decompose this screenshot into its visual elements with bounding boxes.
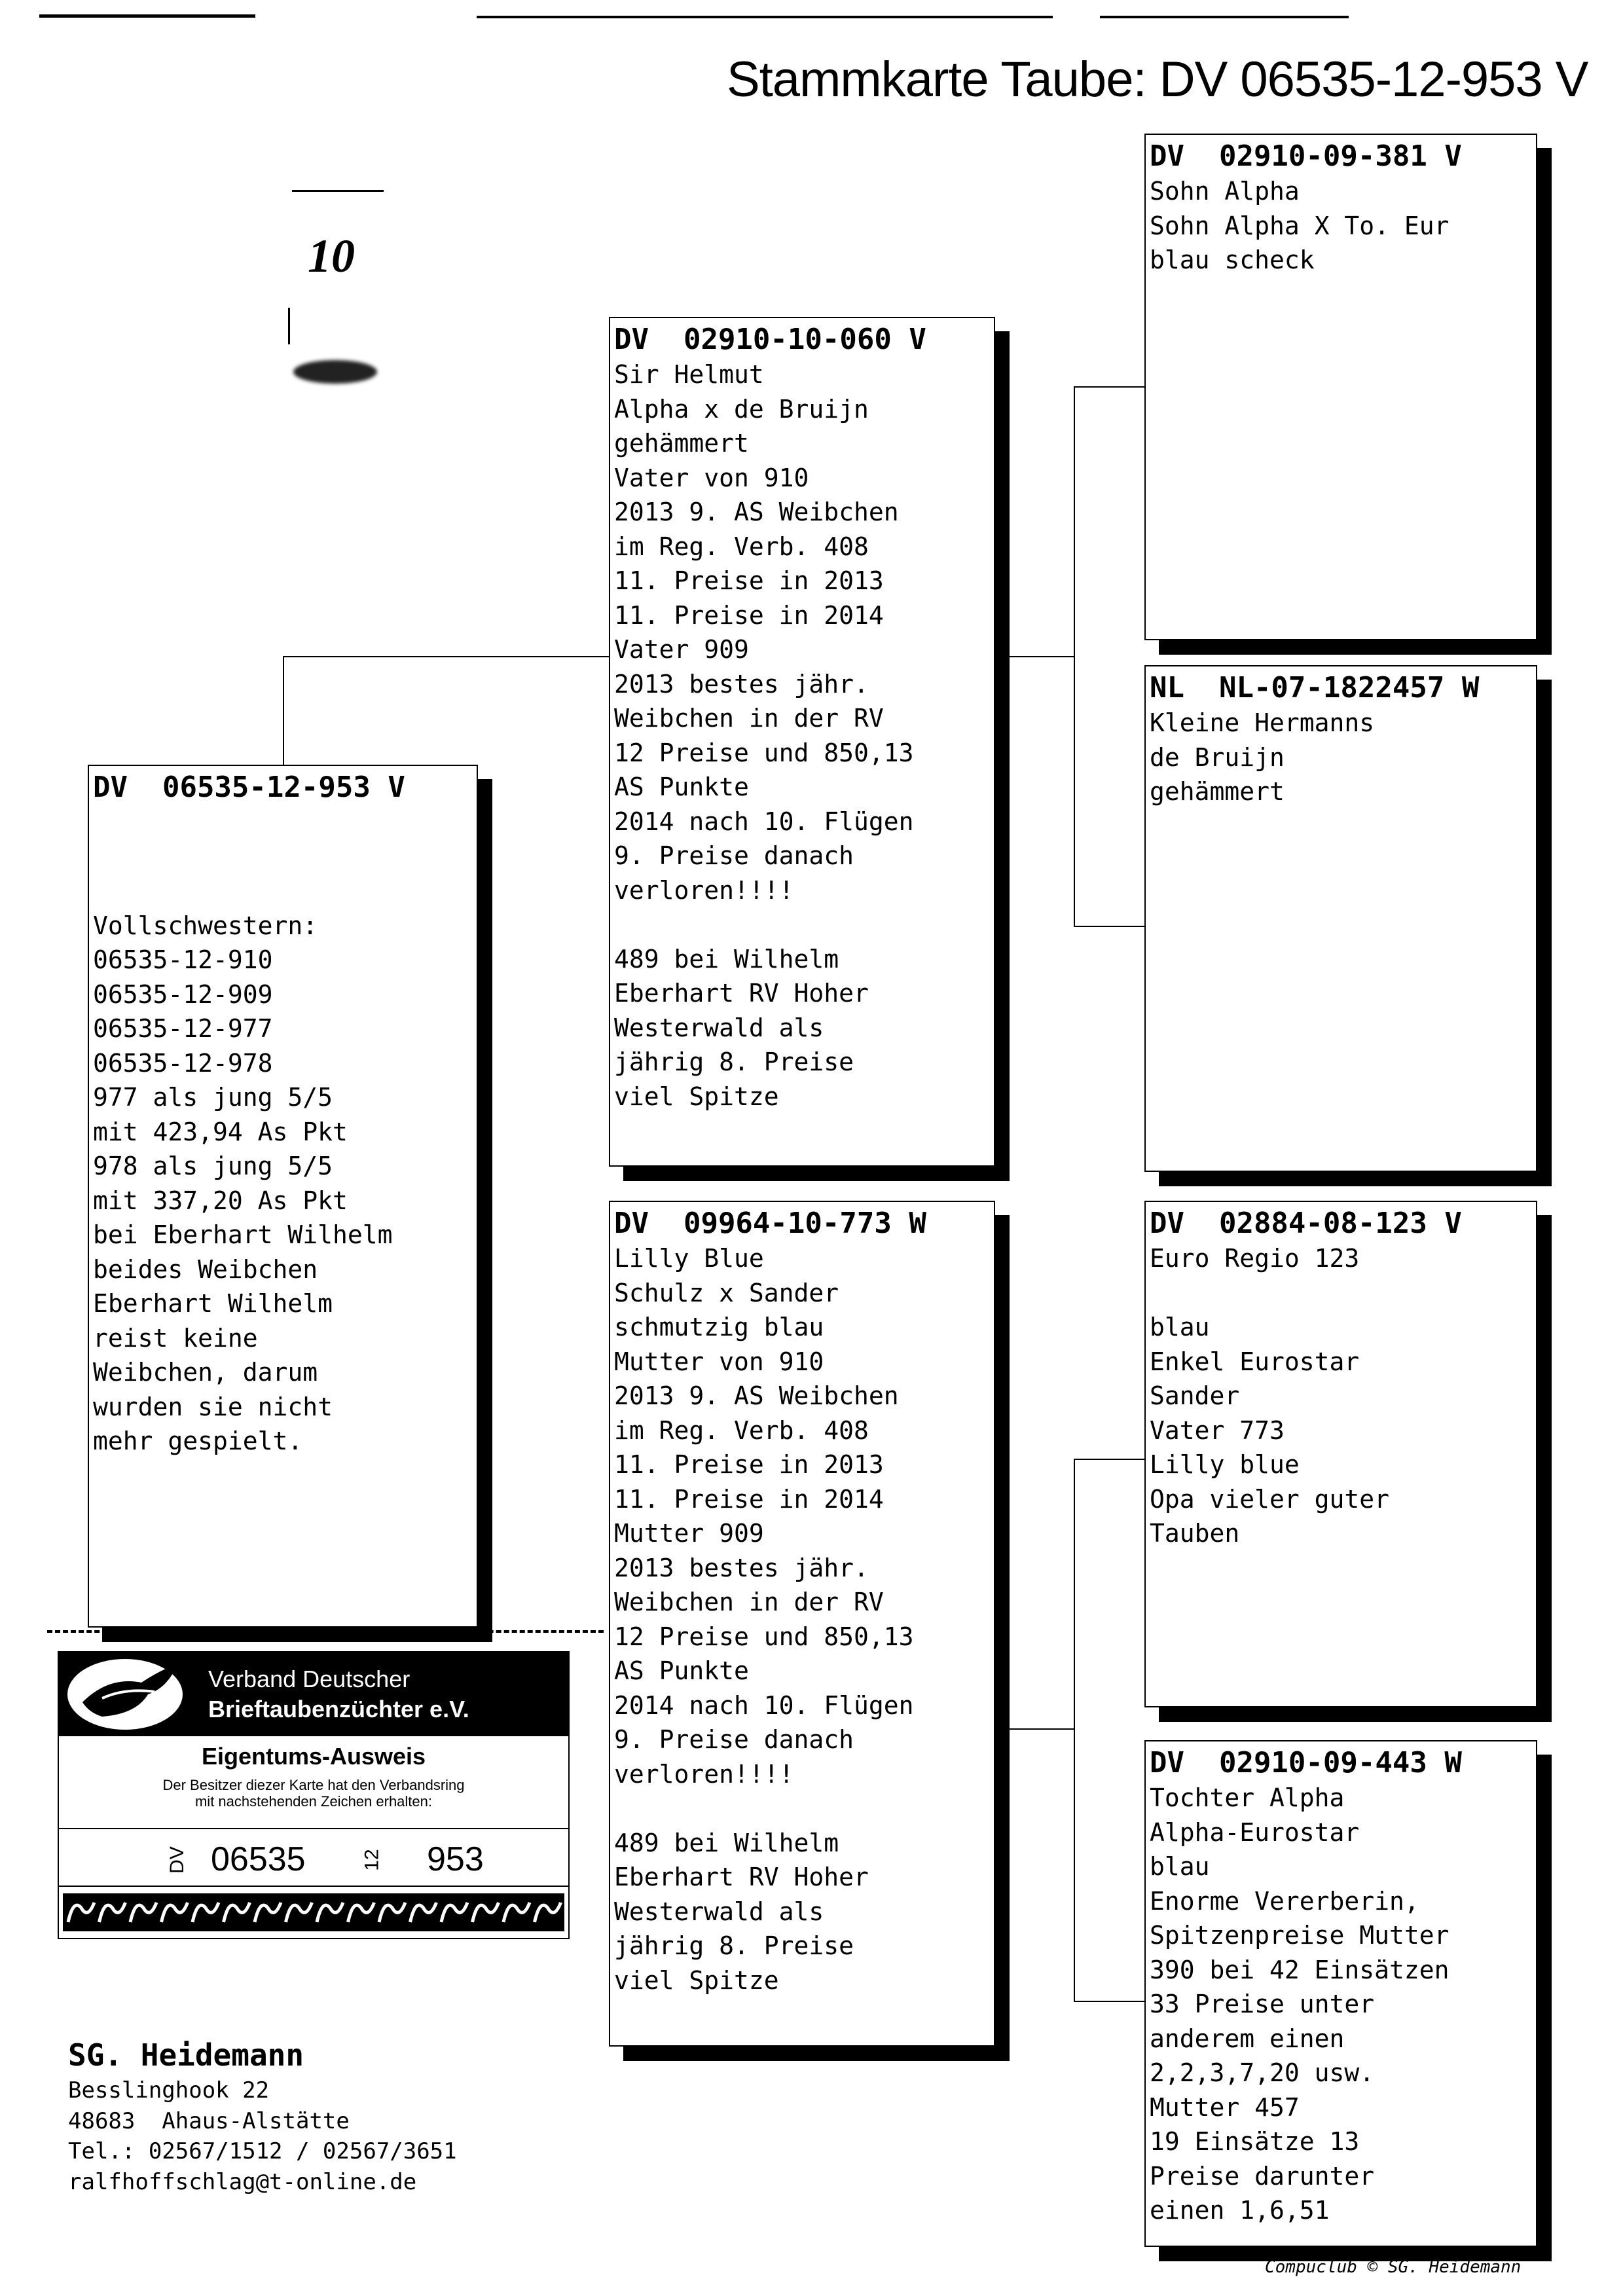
owner-phone: Tel.: 02567/1512 / 02567/3651 (68, 2138, 457, 2164)
note-line: mehr gespielt. (93, 1427, 303, 1455)
note-line: Mutter 909 (614, 1519, 764, 1548)
number-tick (288, 308, 290, 344)
note-line (614, 907, 990, 942)
ring-number: 953 (427, 1840, 484, 1878)
note-line: Tauben (1150, 1519, 1240, 1548)
note-line: 06535-12-978 (93, 1048, 273, 1078)
gm-maternal-ring: DV 02910-09-443 W (1150, 1746, 1462, 1779)
gm-maternal-box (1144, 1740, 1537, 2247)
top-rule-middle (477, 16, 1053, 18)
page-title: Stammkarte Taube: DV 06535-12-953 V (727, 52, 1588, 107)
ownership-text-line2: mit nachstehenden Zeichen erhalten: (194, 1793, 432, 1810)
gm-paternal-box (1144, 665, 1537, 1172)
connector-to-gf-maternal (1074, 1459, 1144, 1460)
connector-father-vertical (1074, 386, 1075, 927)
connector-main-to-father (283, 656, 609, 657)
note-line: Weibchen in der RV (614, 704, 884, 733)
note-line: Opa vieler guter (1150, 1484, 1390, 1514)
note-line: Alpha-Eurostar (1150, 1817, 1360, 1847)
ink-smudge (293, 360, 377, 384)
note-line: anderem einen (1150, 2024, 1345, 2053)
gf-maternal-ring: DV 02884-08-123 V (1150, 1207, 1462, 1240)
note-line: AS Punkte (614, 773, 749, 801)
note-line: viel Spitze (614, 1965, 779, 1995)
ring-year: 12 (361, 1849, 383, 1871)
note-line (93, 805, 473, 840)
owner-name: SG. Heidemann (68, 2037, 304, 2073)
note-line: schmutzig blau (614, 1313, 824, 1341)
note-line: viel Spitze (614, 1082, 779, 1111)
top-rule-left (39, 14, 255, 18)
ring-club: 06535 (211, 1840, 306, 1878)
gf-maternal-notes (1150, 1241, 1532, 1551)
note-line: Vater 773 (1150, 1415, 1285, 1445)
note-line: blau (1150, 1313, 1210, 1341)
ownership-text (59, 1777, 568, 1810)
ownership-heading: Eigentums-Ausweis (201, 1743, 426, 1770)
ring-number-row (59, 1828, 568, 1887)
owner-city: 48683 Ahaus-Alstätte (68, 2107, 350, 2134)
ring-prefix: DV (166, 1846, 188, 1874)
note-line: de Bruijn (1150, 742, 1285, 772)
note-line: mit 423,94 As Pkt (93, 1117, 348, 1146)
note-line: jährig 8. Preise (614, 1931, 854, 1960)
note-line: Enkel Eurostar (1150, 1347, 1360, 1376)
connector-to-gm-paternal (1074, 926, 1144, 927)
gm-paternal-notes (1150, 706, 1532, 809)
note-line: 11. Preise in 2013 (614, 566, 884, 595)
note-line: 2013 bestes jähr. (614, 1553, 869, 1582)
gf-paternal-box (1144, 134, 1537, 640)
note-line: 489 bei Wilhelm (614, 1828, 839, 1857)
note-line: 9. Preise danach (614, 1725, 854, 1754)
mother-box (609, 1201, 995, 2047)
connector-father-right (1008, 656, 1074, 657)
note-line: bei Eberhart Wilhelm (93, 1220, 393, 1249)
note-line: 390 bei 42 Einsätzen (1150, 1955, 1450, 1984)
note-line: Eberhart Wilhelm (93, 1289, 333, 1318)
note-line: gehämmert (1150, 777, 1285, 806)
connector-to-gm-maternal (1074, 2001, 1144, 2002)
footer-copyright: Compuclub © SG. Heidemann (1265, 2257, 1522, 2277)
note-line: Lilly blue (1150, 1450, 1300, 1479)
note-line: Sohn Alpha (1150, 177, 1300, 206)
connector-mother-vertical (1074, 1459, 1075, 2002)
note-line (93, 874, 473, 909)
note-line: Eberhart RV Hoher (614, 1863, 869, 1891)
main-bird-ring: DV 06535-12-953 V (93, 771, 405, 804)
gf-paternal-notes (1150, 174, 1532, 278)
gm-paternal-ring: NL NL-07-1822457 W (1150, 671, 1480, 704)
note-line: Mutter von 910 (614, 1347, 824, 1376)
note-line (1150, 1276, 1532, 1311)
father-ring: DV 02910-10-060 V (614, 323, 926, 356)
note-line: Sander (1150, 1381, 1240, 1410)
note-line: Enorme Vererberin, (1150, 1886, 1419, 1916)
note-line: AS Punkte (614, 1656, 749, 1685)
note-line: Weibchen, darum (93, 1358, 318, 1387)
owner-address (68, 2035, 457, 2197)
connector-main-vertical (283, 656, 284, 765)
note-line: 2013 9. AS Weibchen (614, 498, 899, 526)
note-line: reist keine (93, 1323, 258, 1353)
note-line: 12 Preise und 850,13 (614, 738, 914, 767)
note-line: Sir Helmut (614, 360, 764, 389)
gm-maternal-notes (1150, 1781, 1532, 2228)
note-line: wurden sie nicht (93, 1392, 333, 1421)
dove-logo-icon (63, 1656, 187, 1732)
owner-email[interactable]: ralfhoffschlag@t-online.de (68, 2168, 417, 2195)
note-line: Weibchen in der RV (614, 1588, 884, 1616)
owner-street: Besslinghook 22 (68, 2077, 270, 2104)
ownership-card (58, 1651, 570, 1939)
note-line: 11. Preise in 2014 (614, 1484, 884, 1514)
note-line: Schulz x Sander (614, 1278, 839, 1307)
note-line: 33 Preise unter (1150, 1990, 1375, 2018)
note-line: mit 337,20 As Pkt (93, 1186, 348, 1215)
note-line: Preise darunter (1150, 2161, 1375, 2191)
mother-ring: DV 09964-10-773 W (614, 1207, 926, 1240)
note-line: beides Weibchen (93, 1254, 318, 1284)
father-box (609, 317, 995, 1167)
note-line: gehämmert (614, 429, 749, 458)
note-line (93, 840, 473, 875)
note-line: 06535-12-977 (93, 1014, 273, 1043)
org-name-line1: Verband Deutscher (208, 1666, 410, 1692)
number-rule (292, 190, 384, 192)
note-line: einen 1,6,51 (1150, 2196, 1330, 2225)
note-line: Sohn Alpha X To. Eur (1150, 211, 1450, 240)
cut-line (47, 1630, 604, 1633)
note-line: 2014 nach 10. Flügen (614, 1690, 914, 1720)
note-line: Vater 909 (614, 635, 749, 664)
note-line: verloren!!!! (614, 875, 794, 905)
note-line: 2,2,3,7,20 usw. (1150, 2058, 1375, 2087)
ownership-card-header (59, 1652, 568, 1736)
connector-to-gf-paternal (1074, 386, 1144, 388)
note-line: blau (1150, 1852, 1210, 1881)
gf-maternal-box (1144, 1201, 1537, 1707)
ownership-text-line1: Der Besitzer diezer Karte hat den Verbandsring (162, 1777, 465, 1793)
org-name-line2: Brieftaubenzüchter e.V. (208, 1696, 469, 1722)
note-line: Westerwald als (614, 1013, 824, 1042)
note-line: 2013 9. AS Weibchen (614, 1381, 899, 1410)
main-bird-notes (93, 805, 473, 1459)
note-line: 2013 bestes jähr. (614, 669, 869, 699)
decorative-border-pattern (63, 1893, 564, 1931)
note-line: Tochter Alpha (1150, 1783, 1345, 1812)
note-line: 11. Preise in 2013 (614, 1450, 884, 1479)
note-line: Vater von 910 (614, 463, 809, 492)
note-line: im Reg. Verb. 408 (614, 1415, 869, 1445)
note-line: Spitzenpreise Mutter (1150, 1921, 1450, 1950)
note-line: Eberhart RV Hoher (614, 979, 869, 1008)
note-line (614, 1791, 990, 1826)
note-line: Westerwald als (614, 1897, 824, 1926)
card-number: 10 (308, 230, 355, 282)
mother-notes (614, 1241, 990, 1997)
note-line: 978 als jung 5/5 (93, 1152, 333, 1180)
note-line: 9. Preise danach (614, 841, 854, 870)
note-line: verloren!!!! (614, 1759, 794, 1789)
note-line: 12 Preise und 850,13 (614, 1622, 914, 1651)
top-rule-right (1100, 16, 1349, 18)
note-line: Mutter 457 (1150, 2092, 1300, 2122)
note-line: 06535-12-909 (93, 979, 273, 1009)
note-line: 11. Preise in 2014 (614, 600, 884, 630)
note-line: Lilly Blue (614, 1244, 764, 1273)
note-line: 06535-12-910 (93, 945, 273, 974)
note-line: Kleine Hermanns (1150, 708, 1375, 737)
note-line: im Reg. Verb. 408 (614, 532, 869, 561)
note-line: 489 bei Wilhelm (614, 944, 839, 974)
note-line: 977 als jung 5/5 (93, 1083, 333, 1112)
note-line: blau scheck (1150, 246, 1315, 274)
note-line: 2014 nach 10. Flügen (614, 807, 914, 836)
gf-paternal-ring: DV 02910-09-381 V (1150, 139, 1462, 173)
note-line: Vollschwestern: (93, 911, 318, 940)
connector-mother-right (1008, 1728, 1074, 1730)
note-line: jährig 8. Preise (614, 1048, 854, 1076)
note-line: 19 Einsätze 13 (1150, 2127, 1360, 2156)
note-line: Euro Regio 123 (1150, 1244, 1360, 1273)
father-notes (614, 357, 990, 1114)
note-line: Alpha x de Bruijn (614, 394, 869, 424)
main-bird-box (88, 765, 478, 1628)
